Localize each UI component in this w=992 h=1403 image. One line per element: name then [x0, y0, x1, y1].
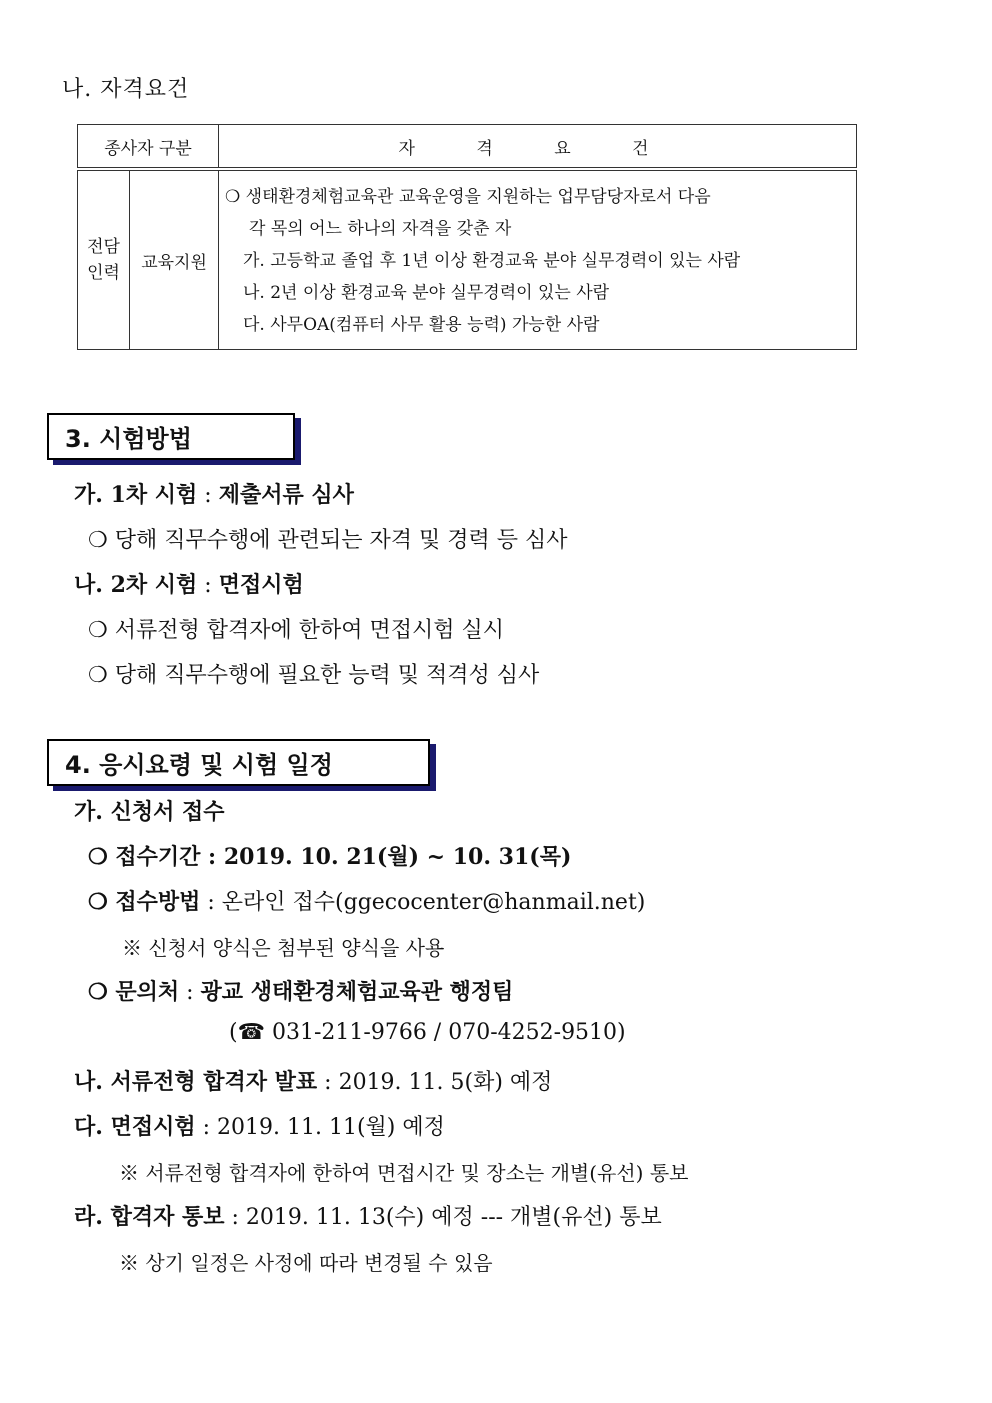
exam-stage1: [74, 478, 354, 509]
interview-exam-value: : 2019. 11. 11(월) 예정: [195, 1115, 445, 1140]
exam-stage1-value: 제출서류 심사: [218, 482, 354, 508]
requirement-line: 나. 2년 이상 환경교육 분야 실무경력이 있는 사람: [243, 283, 610, 303]
exam-stage2-label: 나. 2차 시험: [74, 572, 198, 598]
contact-value: 광교 생태환경체험교육관 행정팀: [200, 979, 514, 1005]
table-row: [78, 169, 857, 350]
contact-sep: :: [179, 980, 201, 1005]
final-notice-value: : 2019. 11. 13(수) 예정 --- 개별(유선) 통보: [224, 1205, 662, 1230]
exam-stage1-bullet: ❍ 당해 직무수행에 관련되는 자격 및 경력 등 심사: [88, 528, 568, 553]
application-period-label: ❍ 접수기간: [88, 844, 201, 870]
category-dedicated-staff: [78, 169, 130, 350]
requirement-line: 다. 사무OA(컴퓨터 사무 활용 능력) 가능한 사람: [243, 315, 600, 335]
qualification-heading: 나. 자격요건: [62, 77, 190, 102]
contact: [88, 975, 513, 1006]
final-notice-label: 라. 합격자 통보: [74, 1204, 225, 1230]
interview-exam-label: 다. 면접시험: [74, 1114, 196, 1140]
requirement-line: ❍ 생태환경체험교육관 교육운영을 지원하는 업무담당자로서 다음: [225, 187, 711, 207]
section4-title: 4. 응시요령 및 시험 일정: [47, 739, 430, 786]
exam-stage2-sep: :: [197, 573, 219, 598]
exam-stage1-sep: :: [197, 483, 219, 508]
requirement-line: 각 목의 어느 하나의 자격을 갖춘 자: [249, 219, 512, 239]
application-method-label: ❍ 접수방법: [88, 889, 201, 915]
final-notice: [74, 1200, 662, 1231]
col-header-category: 종사자 구분: [78, 125, 219, 170]
category-education-support: 교육지원: [130, 169, 219, 350]
interview-note: ※ 서류전형 합격자에 한하여 면접시간 및 장소는 개별(유선) 통보: [119, 1161, 689, 1185]
table-header-row: [78, 125, 857, 170]
application-period-value: : 2019. 10. 21(월) ~ 10. 31(목): [200, 844, 572, 870]
section3-title: 3. 시험방법: [47, 413, 295, 460]
qualification-table: [77, 124, 857, 350]
contact-phone: (☎ 031-211-9766 / 070-4252-9510): [229, 1020, 626, 1045]
col-header-requirements: 자 격 요 건: [219, 125, 857, 170]
exam-stage2-bullet: ❍ 당해 직무수행에 필요한 능력 및 적격성 심사: [88, 663, 540, 688]
application-method-note: ※ 신청서 양식은 첨부된 양식을 사용: [122, 936, 445, 960]
application-period: [88, 840, 571, 871]
final-note: ※ 상기 일정은 사정에 따라 변경될 수 있음: [119, 1251, 493, 1275]
interview-exam: [74, 1110, 445, 1141]
exam-stage2: [74, 568, 304, 599]
exam-stage2-bullet: ❍ 서류전형 합격자에 한하여 면접시험 실시: [88, 618, 504, 643]
document-result-value: : 2019. 11. 5(화) 예정: [317, 1070, 553, 1095]
document-result-label: 나. 서류전형 합격자 발표: [74, 1069, 318, 1095]
contact-label: ❍ 문의처: [88, 979, 180, 1005]
requirements-cell: [219, 169, 857, 350]
exam-stage1-label: 가. 1차 시험: [74, 482, 198, 508]
application-method-value: : 온라인 접수(ggecocenter@hanmail.net): [200, 890, 646, 915]
document-result: [74, 1065, 552, 1096]
exam-stage2-value: 면접시험: [218, 572, 304, 598]
category-dedicated-staff-text: 전담 인력: [87, 237, 120, 283]
application-heading: 가. 신청서 접수: [74, 799, 225, 825]
requirement-line: 가. 고등학교 졸업 후 1년 이상 환경교육 분야 실무경력이 있는 사람: [243, 251, 741, 271]
application-method: [88, 885, 645, 916]
